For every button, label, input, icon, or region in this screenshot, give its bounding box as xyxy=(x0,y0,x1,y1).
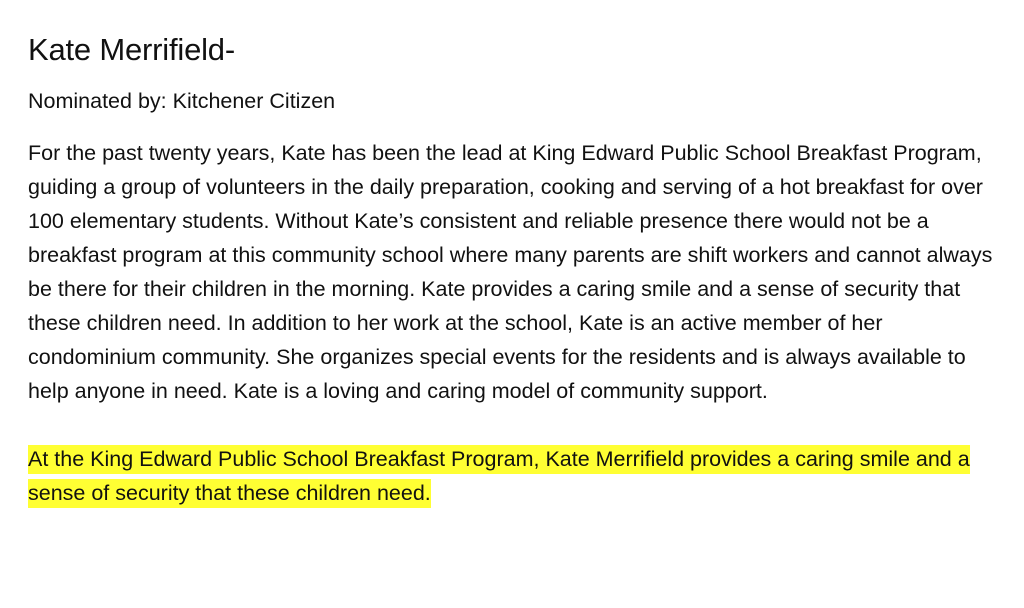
summary-highlight: At the King Edward Public School Breakfast Program, Kate Merrifield provides a caring smile and a sense of security that these children need. xyxy=(28,445,970,508)
nominator-line: Nominated by: Kitchener Citizen xyxy=(28,89,336,113)
document xyxy=(28,30,1008,510)
nomination-body: For the past twenty years, Kate has been the lead at King Edward Public School Breakfast Program, guiding a group of volunteers in the daily preparation, cooking and serving of a hot breakfast for over 100 elementary students. Without Kate’s consistent and reliable presence there would not be a breakfast program at this community school where many parents are shift workers and cannot always be there for their children in the morning. Kate provides a caring smile and a sense of security that these children need. In addition to her work at the school, Kate is an active member of her condominium community. She organizes special events for the residents and is always available to help anyone in need. Kate is a loving and caring model of community support. xyxy=(28,141,993,403)
highlighted-summary xyxy=(28,442,1008,510)
page-title: Kate Merrifield- xyxy=(28,32,235,67)
